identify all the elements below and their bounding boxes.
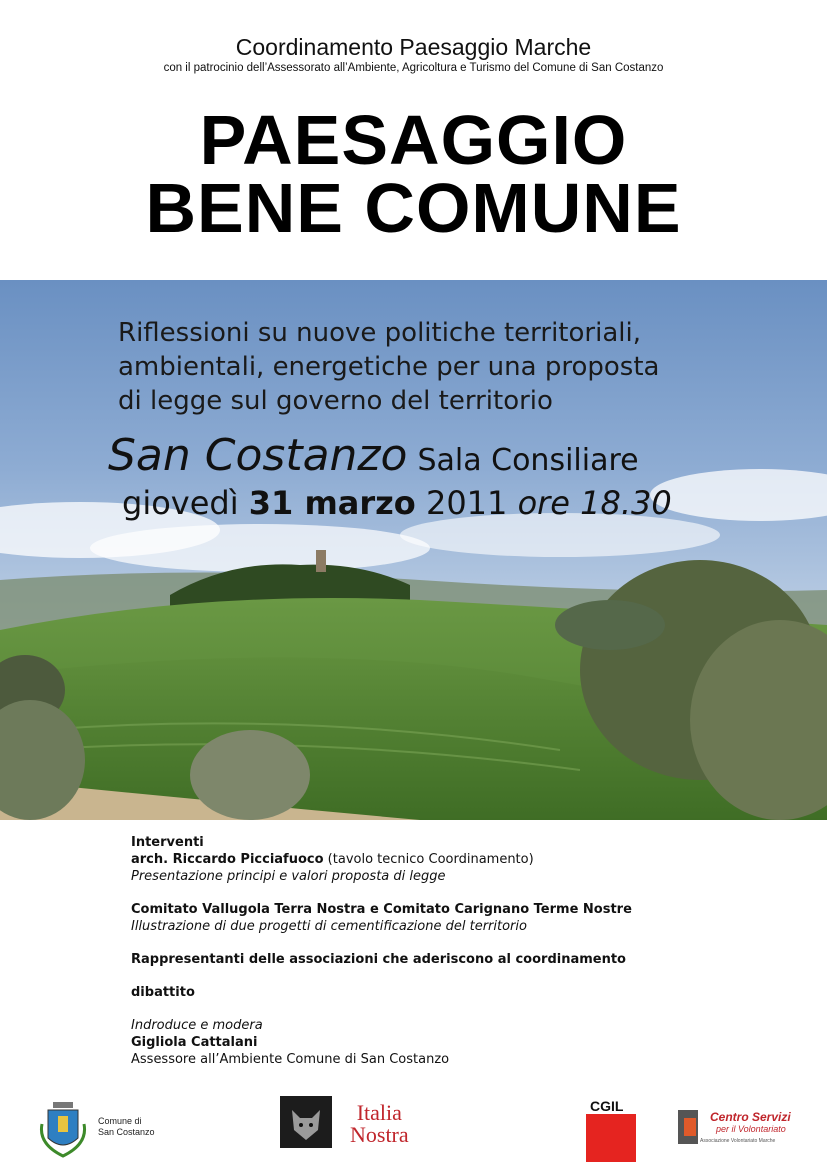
cgil-square-icon bbox=[586, 1114, 636, 1162]
event-room: Sala Consiliare bbox=[417, 443, 639, 478]
wolf-logo-icon bbox=[280, 1096, 332, 1148]
speaker-1-name: arch. Riccardo Picciafuoco bbox=[131, 852, 324, 867]
title-line-2: BENE COMUNE bbox=[145, 169, 682, 247]
event-day-month: 31 marzo bbox=[248, 484, 416, 522]
patronage-line: con il patrocinio dell’Assessorato all’Ambiente, Agricoltura e Turismo del Comune di San Costanzo bbox=[163, 62, 664, 74]
organization-name: Coordinamento Paesaggio Marche bbox=[235, 34, 592, 60]
event-time: ore 18.30 bbox=[517, 484, 672, 522]
program-section bbox=[131, 834, 771, 1068]
italia-nostra-logo bbox=[350, 1102, 409, 1146]
title-line-1: PAESAGGIO bbox=[199, 101, 628, 179]
comune-crest-icon bbox=[38, 1094, 88, 1160]
speaker-1 bbox=[131, 851, 771, 868]
speaker-1-topic: Presentazione principi e valori proposta di legge bbox=[131, 869, 446, 884]
interventi-heading: Interventi bbox=[131, 835, 204, 850]
moderator-role: Assessore all’Ambiente Comune di San Costanzo bbox=[131, 1052, 450, 1067]
debate: dibattito bbox=[131, 985, 195, 1000]
comune-line-1: Comune di bbox=[98, 1116, 142, 1126]
comune-line-2: San Costanzo bbox=[98, 1127, 155, 1137]
event-year: 2011 bbox=[425, 484, 508, 522]
committees: Comitato Vallugola Terra Nostra e Comitato Carignano Terme Nostre bbox=[131, 902, 632, 917]
poster-header bbox=[0, 0, 827, 280]
moderator-name: Gigliola Cattalani bbox=[131, 1035, 258, 1050]
comune-label bbox=[98, 1116, 155, 1138]
subtitle-line-3: di legge sul governo del territorio bbox=[118, 386, 553, 416]
event-town: San Costanzo bbox=[108, 430, 408, 481]
associations: Rappresentanti delle associazioni che aderiscono al coordinamento bbox=[131, 952, 626, 967]
cgil-label: CGIL bbox=[590, 1098, 624, 1114]
event-weekday: giovedì bbox=[122, 484, 239, 522]
event-date bbox=[122, 484, 672, 522]
speaker-1-role: (tavolo tecnico Coordinamento) bbox=[323, 852, 534, 867]
landscape-photo bbox=[0, 280, 827, 820]
committees-topic: Illustrazione di due progetti di cementificazione del territorio bbox=[131, 919, 527, 934]
subtitle-line-2: ambientali, energetiche per una proposta bbox=[118, 352, 660, 382]
csv-subtitle: per il Volontariato bbox=[716, 1124, 786, 1134]
moderator-label: Indroduce e modera bbox=[131, 1018, 263, 1033]
italia-line-2: Nostra bbox=[350, 1122, 409, 1147]
sponsor-logos bbox=[0, 1090, 827, 1170]
event-location bbox=[108, 430, 639, 481]
subtitle-line-1: Riflessioni su nuove politiche territoriali, bbox=[118, 318, 641, 348]
csv-footer: Associazione Volontariato Marche bbox=[700, 1138, 776, 1144]
csv-title: Centro Servizi bbox=[710, 1110, 791, 1124]
poster-title bbox=[0, 101, 827, 247]
italia-line-1: Italia bbox=[356, 1100, 402, 1125]
event-subtitle bbox=[118, 316, 659, 418]
